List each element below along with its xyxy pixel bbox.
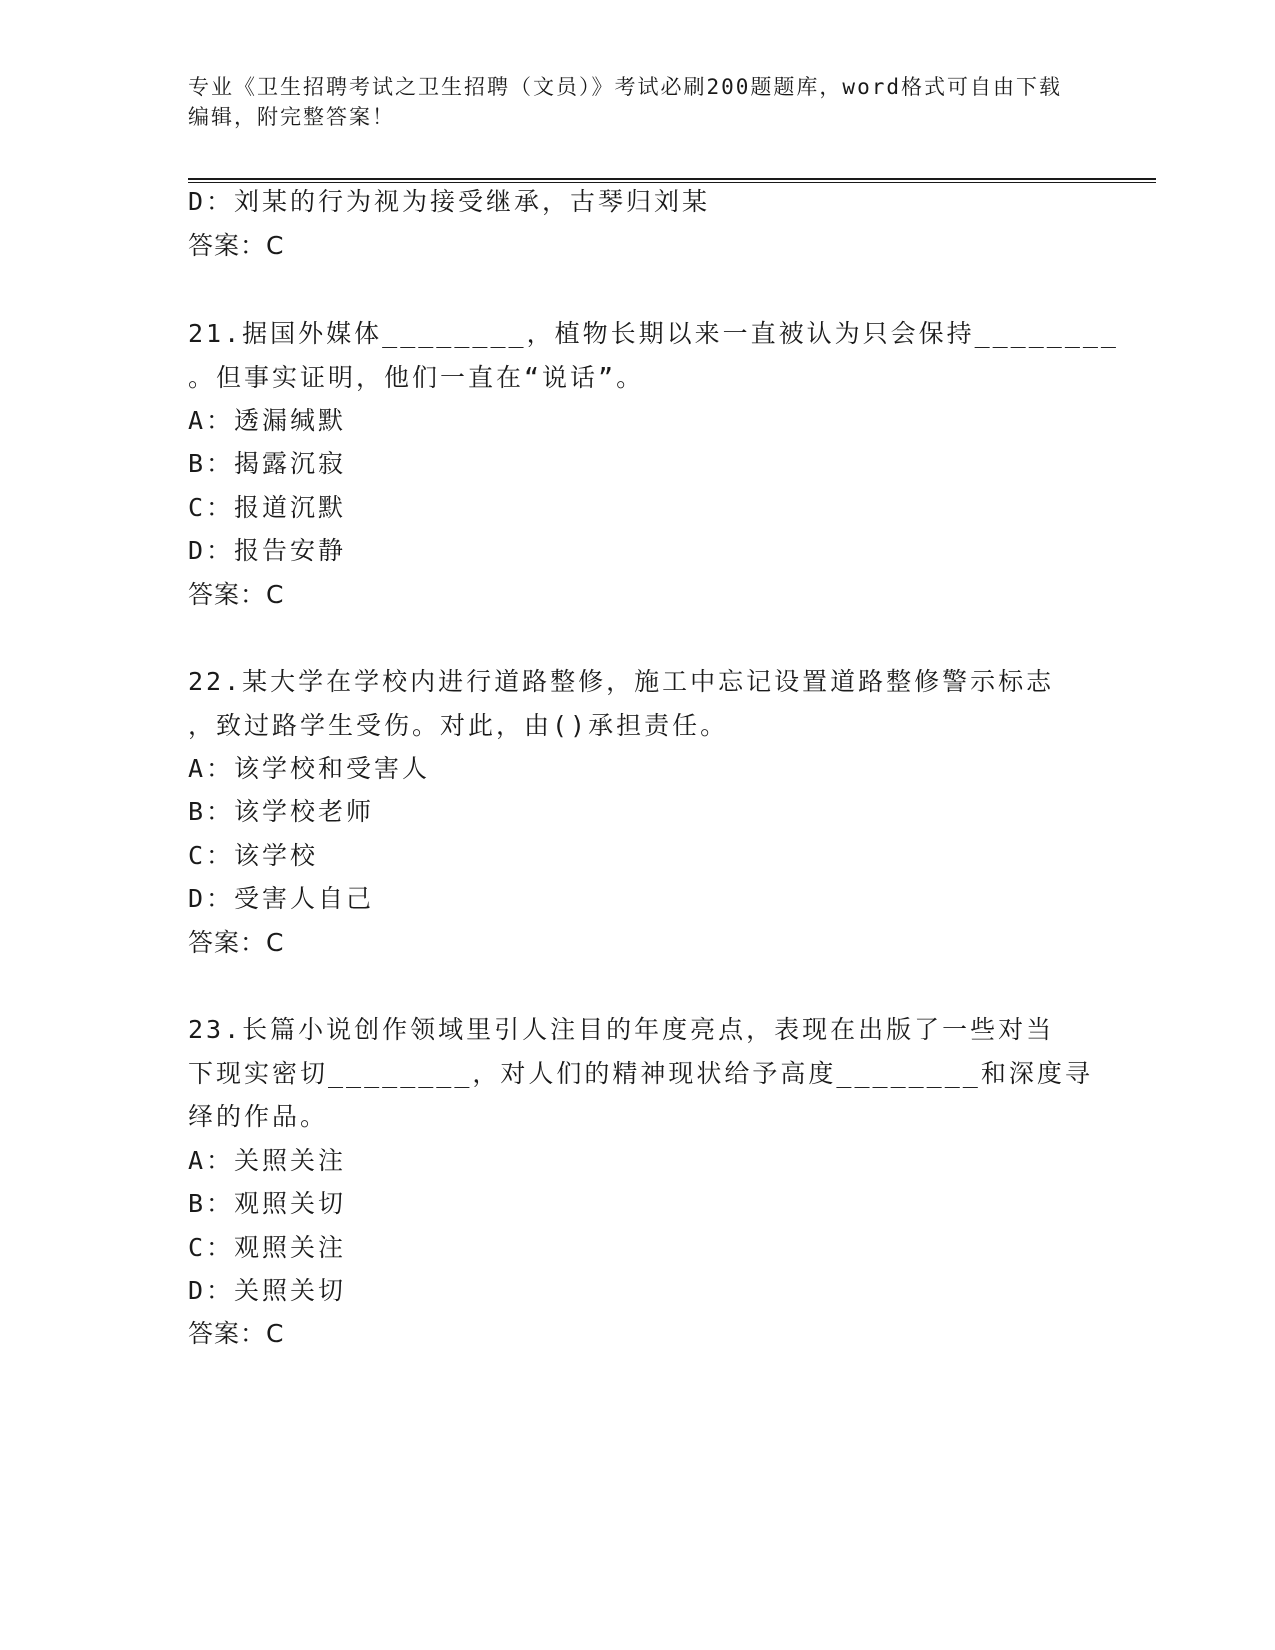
q22-stem-line2: ，致过路学生受伤。对此，由()承担责任。 [188, 711, 729, 740]
q23-stem-line3: 绎的作品。 [188, 1102, 329, 1131]
q23-option-c: C：观照关注 [188, 1233, 347, 1262]
header-divider [188, 178, 1156, 183]
q22-option-c: C：该学校 [188, 841, 319, 870]
q21-option-c: C：报道沉默 [188, 493, 347, 522]
q23-stem-line1: 23.长篇小说创作领域里引人注目的年度亮点，表现在出版了一些对当 [188, 1015, 1055, 1044]
q22-answer: 答案：C [188, 928, 285, 957]
q22-option-a: A：该学校和受害人 [188, 754, 431, 783]
prev-option-d: D：刘某的行为视为接受继承，古琴归刘某 [188, 187, 711, 216]
q23-stem-line2: 下现实密切________，对人们的精神现状给予高度________和深度寻 [188, 1059, 1093, 1088]
q21-option-b: B：揭露沉寂 [188, 449, 347, 478]
q23-answer: 答案：C [188, 1319, 285, 1348]
q21-stem-line1: 21.据国外媒体________，植物长期以来一直被认为只会保持________ [188, 319, 1119, 348]
q21-stem-line2: 。但事实证明，他们一直在“说话”。 [188, 363, 645, 392]
document-header: 专业《卫生招聘考试之卫生招聘（文员）》考试必刷200题题库，word格式可自由下载编辑，附完整答案！ [188, 75, 1062, 129]
q22-option-d: D：受害人自己 [188, 884, 375, 913]
prev-answer: 答案：C [188, 231, 285, 260]
q22-stem-line1: 22.某大学在学校内进行道路整修，施工中忘记设置道路整修警示标志 [188, 667, 1055, 696]
q21-option-d: D：报告安静 [188, 536, 347, 565]
q22-option-b: B：该学校老师 [188, 797, 375, 826]
q21-answer: 答案：C [188, 580, 285, 609]
q23-option-d: D：关照关切 [188, 1276, 347, 1305]
q23-option-a: A：关照关注 [188, 1146, 347, 1175]
q23-option-b: B：观照关切 [188, 1189, 347, 1218]
q21-option-a: A：透漏缄默 [188, 406, 347, 435]
